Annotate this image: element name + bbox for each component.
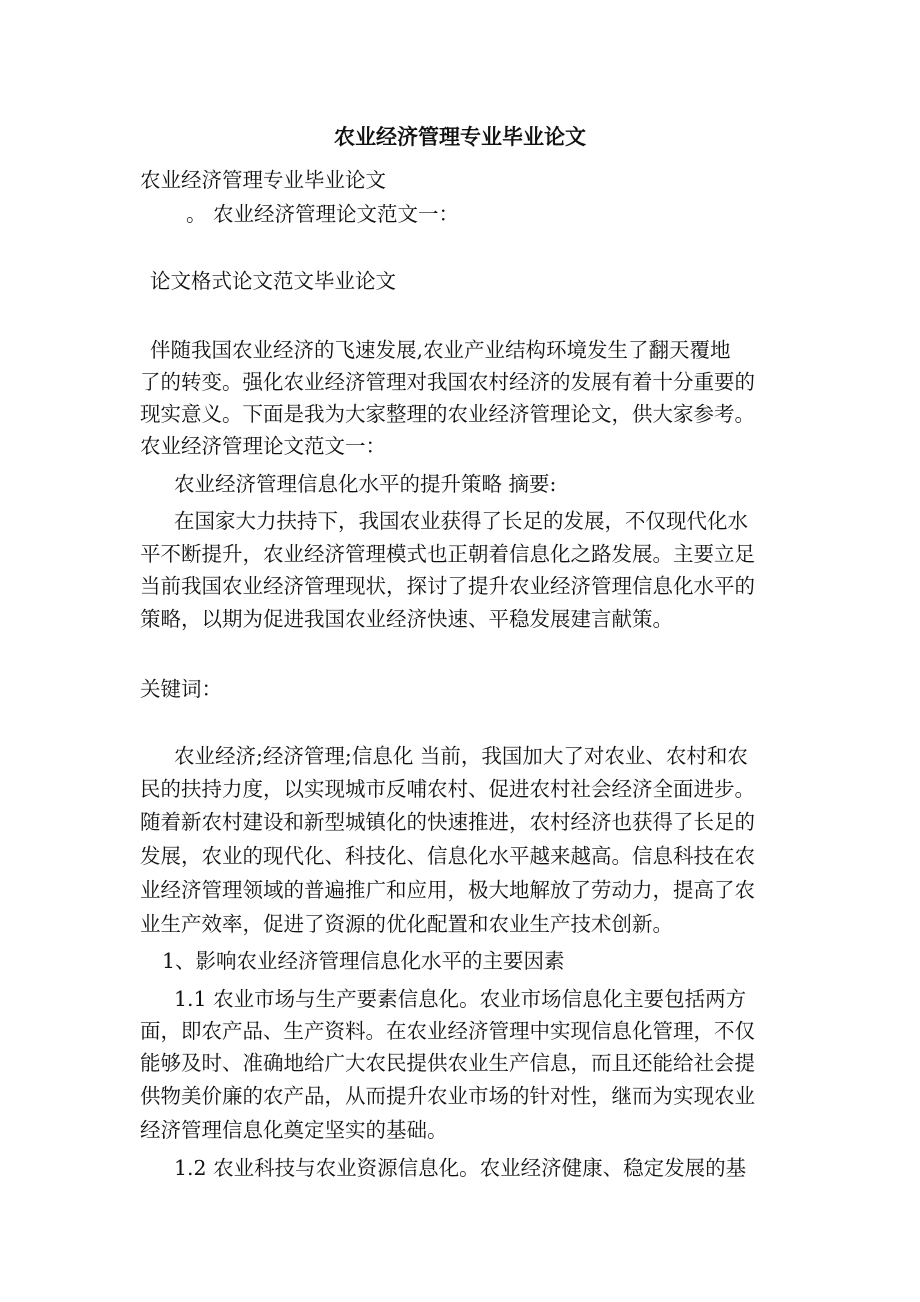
text-line: 论文格式论文范文毕业论文: [150, 269, 396, 293]
text-line: 农业经济管理信息化水平的提升策略 摘要:: [174, 472, 557, 496]
text-line: 策略，以期为促进我国农业经济快速、平稳发展建言献策。: [140, 607, 673, 631]
text-line: 面，即农产品、生产资料。在农业经济管理中实现信息化管理，不仅: [140, 1019, 755, 1043]
text-line: 随着新农村建设和新型城镇化的快速推进，农村经济也获得了长足的: [140, 810, 755, 834]
text-line: 能够及时、准确地给广大农民提供农业生产信息，而且还能给社会提: [140, 1051, 755, 1075]
text-line: 农业经济管理论文范文一：: [140, 434, 386, 458]
text-line: 当前我国农业经济管理现状，探讨了提升农业经济管理信息化水平的: [140, 574, 755, 598]
text-line: 。 农业经济管理论文范文一：: [186, 202, 460, 226]
text-line: 1、影响农业经济管理信息化水平的主要因素: [162, 949, 565, 973]
text-line: 农业经济管理专业毕业论文: [140, 168, 386, 192]
text-line: 业生产效率，促进了资源的优化配置和农业生产技术创新。: [140, 912, 673, 936]
text-line: 关键词：: [140, 677, 222, 701]
text-line: 民的扶持力度，以实现城市反哺农村、促进农村社会经济全面进步。: [140, 777, 755, 801]
document-title: 农业经济管理专业毕业论文: [334, 125, 586, 149]
text-line: 业经济管理领域的普遍推广和应用，极大地解放了劳动力，提高了农: [140, 878, 755, 902]
text-line: 伴随我国农业经济的飞速发展,农业产业结构环境发生了翻天覆地: [150, 338, 731, 362]
text-line: 在国家大力扶持下，我国农业获得了长足的发展，不仅现代化水: [174, 509, 748, 533]
text-line: 农业经济;经济管理;信息化 当前，我国加大了对农业、农村和农: [174, 744, 748, 768]
text-line: 1.2 农业科技与农业资源信息化。农业经济健康、稳定发展的基: [174, 1156, 747, 1180]
text-line: 了的转变。强化农业经济管理对我国农村经济的发展有着十分重要的: [140, 370, 755, 394]
text-line: 经济管理信息化奠定坚实的基础。: [140, 1118, 448, 1142]
text-line: 供物美价廉的农产品，从而提升农业市场的针对性，继而为实现农业: [140, 1084, 755, 1108]
text-line: 现实意义。下面是我为大家整理的农业经济管理论文，供大家参考。: [140, 402, 755, 426]
text-line: 平不断提升，农业经济管理模式也正朝着信息化之路发展。主要立足: [140, 542, 755, 566]
text-line: 发展，农业的现代化、科技化、信息化水平越来越高。信息科技在农: [140, 844, 755, 868]
text-line: 1.1 农业市场与生产要素信息化。农业市场信息化主要包括两方: [174, 987, 747, 1011]
